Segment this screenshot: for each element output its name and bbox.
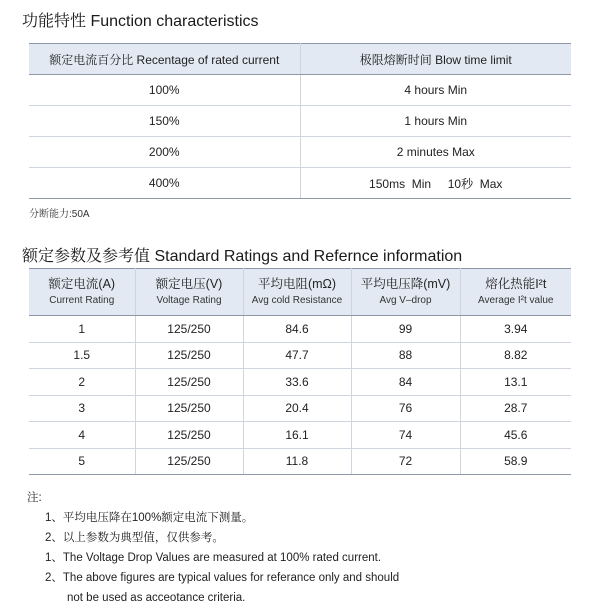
table-cell: 58.9 xyxy=(460,448,571,475)
table-row xyxy=(29,106,571,137)
table-cell: 100% xyxy=(29,75,300,106)
table-cell: 84.6 xyxy=(243,316,351,343)
table-cell: 20.4 xyxy=(243,395,351,422)
table-row xyxy=(29,168,571,199)
table-cell: 125/250 xyxy=(135,422,243,449)
notes-label: 注: xyxy=(27,492,42,504)
table-cell: 45.6 xyxy=(460,422,571,449)
table-cell: 2 minutes Max xyxy=(300,137,571,168)
table-header-row xyxy=(29,44,571,75)
table-cell: 47.7 xyxy=(243,342,351,369)
table-row xyxy=(29,369,571,396)
table-cell: 76 xyxy=(351,395,460,422)
table-cell: 150% xyxy=(29,106,300,137)
table-cell: 13.1 xyxy=(460,369,571,396)
table-row xyxy=(29,422,571,449)
note-cn-1: 1、平均电压降在100%额定电流下测量。 xyxy=(45,512,254,524)
note-cn-2: 2、以上参数为典型值，仅供参考。 xyxy=(45,532,224,544)
table-header-row xyxy=(29,269,571,316)
table-cell: 28.7 xyxy=(460,395,571,422)
table-cell: 125/250 xyxy=(135,369,243,396)
note-en-2: 2、The above figures are typical values for referance only and should xyxy=(45,572,400,584)
table-row xyxy=(29,395,571,422)
table-cell: 1 xyxy=(29,316,135,343)
breaking-capacity-note: 分断能力:50A xyxy=(29,209,90,220)
table-cell: 400% xyxy=(29,168,300,199)
table-row xyxy=(29,316,571,343)
table-cell: 4 xyxy=(29,422,135,449)
standard-ratings-title: 额定参数及参考值 Standard Ratings and Refernce information xyxy=(22,248,463,265)
table-cell: 8.82 xyxy=(460,342,571,369)
notes-section xyxy=(27,488,399,608)
table-cell: 125/250 xyxy=(135,342,243,369)
table-cell: 11.8 xyxy=(243,448,351,475)
table-cell: 4 hours Min xyxy=(300,75,571,106)
table-cell: 3.94 xyxy=(460,316,571,343)
table-cell: 125/250 xyxy=(135,316,243,343)
column-header-avg-v-drop: 平均电压降(mV) Avg V–drop xyxy=(351,269,460,316)
table-cell: 74 xyxy=(351,422,460,449)
column-header-blow-time-limit: 极限熔断时间 Blow time limit xyxy=(300,44,571,75)
standard-ratings-table xyxy=(29,268,571,475)
table-cell: 125/250 xyxy=(135,448,243,475)
table-cell: 84 xyxy=(351,369,460,396)
table-cell: 99 xyxy=(351,316,460,343)
table-cell: 1 hours Min xyxy=(300,106,571,137)
table-cell: 33.6 xyxy=(243,369,351,396)
table-cell: 72 xyxy=(351,448,460,475)
table-cell: 88 xyxy=(351,342,460,369)
column-header-rated-current-percentage: 额定电流百分比 Recentage of rated current xyxy=(29,44,300,75)
note-en-1: 1、The Voltage Drop Values are measured at 100% rated current. xyxy=(45,552,382,564)
table-cell: 16.1 xyxy=(243,422,351,449)
table-row xyxy=(29,137,571,168)
table-cell: 200% xyxy=(29,137,300,168)
column-header-voltage-rating: 额定电压(V) Voltage Rating xyxy=(135,269,243,316)
function-characteristics-table xyxy=(29,43,571,199)
table-cell: 2 xyxy=(29,369,135,396)
table-cell: 3 xyxy=(29,395,135,422)
table-cell: 150ms Min 10秒 Max xyxy=(300,168,571,199)
column-header-current-rating: 额定电流(A) Current Rating xyxy=(29,269,135,316)
table-cell: 5 xyxy=(29,448,135,475)
function-characteristics-title: 功能特性 Function characteristics xyxy=(22,13,259,30)
table-cell: 1.5 xyxy=(29,342,135,369)
table-row xyxy=(29,75,571,106)
column-header-average-i2t: 熔化热能I²t Average I²t value xyxy=(460,269,571,316)
table-row xyxy=(29,448,571,475)
column-header-avg-cold-resistance: 平均电阻(mΩ) Avg cold Resistance xyxy=(243,269,351,316)
table-cell: 125/250 xyxy=(135,395,243,422)
note-en-2-continued: not be used as acceotance criteria. xyxy=(67,592,246,604)
table-row xyxy=(29,342,571,369)
